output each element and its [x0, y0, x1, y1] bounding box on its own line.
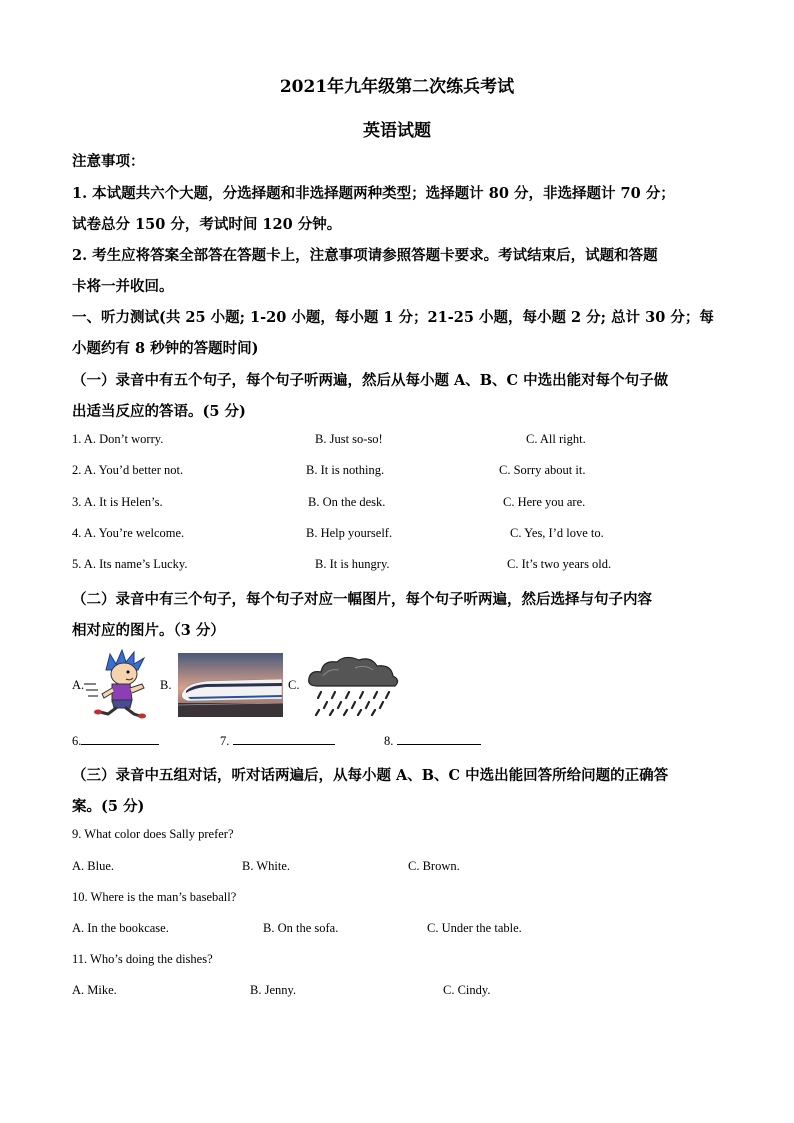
- section2-instruction-line-1: （二）录音中有三个句子，每个句子对应一幅图片，每个句子听两遍，然后选择与句子内容: [72, 591, 652, 608]
- notice-heading: 注意事项：: [72, 153, 145, 170]
- option-a: 1. A. Don’t worry.: [72, 432, 164, 446]
- option-b: B. Help yourself.: [306, 526, 393, 540]
- picture-c-label: C.: [288, 678, 300, 692]
- part1-instruction-line-1: 一、听力测试(共 25 小题; 1-20 小题，每小题 1 分；21-25 小题，每小题 2 分; 总计 30 分；每: [72, 309, 714, 326]
- option-a: 2. A. You’d better not.: [72, 463, 184, 477]
- underline: [233, 733, 335, 745]
- blank-number: 6.: [72, 734, 82, 748]
- section1-instruction-line-1: （一）录音中有五个句子，每个句子听两遍，然后从每小题 A、B、C 中选出能对每个句子做: [72, 372, 669, 389]
- option-a: A. Mike.: [72, 983, 117, 997]
- section2-instruction-line-2: 相对应的图片。（3 分）: [72, 622, 225, 639]
- answer-blank-6[interactable]: [72, 733, 159, 749]
- option-a: A. In the bookcase.: [72, 921, 169, 935]
- option-a: A. Blue.: [72, 859, 115, 873]
- section3-instruction-line-1: （三）录音中五组对话，听对话两遍后，从每小题 A、B、C 中选出能回答所给问题的正确答: [72, 767, 669, 784]
- option-c: C. All right.: [526, 432, 586, 446]
- page-title: 2021年九年级第二次练兵考试: [279, 77, 515, 97]
- answer-blank-7[interactable]: [220, 733, 335, 749]
- option-b: B. Jenny.: [250, 983, 297, 997]
- rain-cloud-picture: [305, 654, 401, 716]
- option-b: B. Just so-so!: [315, 432, 383, 446]
- question-text: 10. Where is the man’s baseball?: [72, 890, 237, 904]
- option-c: C. Sorry about it.: [499, 463, 586, 477]
- bullet-train-picture: [178, 653, 283, 717]
- question-text: 11. Who’s doing the dishes?: [72, 952, 213, 966]
- part1-instruction-line-2: 小题约有 8 秒钟的答题时间): [72, 340, 259, 357]
- answer-blank-8[interactable]: [384, 733, 481, 749]
- running-boy-picture: [82, 648, 156, 720]
- notice-item-1-line-1: 1. 本试题共六个大题，分选择题和非选择题两种类型；选择题计 80 分，非选择题计 70 分；: [72, 185, 675, 202]
- option-c: C. Yes, I’d love to.: [510, 526, 604, 540]
- option-a: 3. A. It is Helen’s.: [72, 495, 163, 509]
- option-b: B. On the desk.: [308, 495, 386, 509]
- option-c: C. Here you are.: [503, 495, 586, 509]
- question-text: 9. What color does Sally prefer?: [72, 827, 234, 841]
- underline: [397, 733, 481, 745]
- blank-number: 8.: [384, 734, 394, 748]
- option-b: B. On the sofa.: [263, 921, 339, 935]
- underline: [81, 733, 159, 745]
- picture-a-label: A.: [72, 678, 85, 692]
- page-subtitle: 英语试题: [363, 121, 431, 141]
- picture-b-label: B.: [160, 678, 172, 692]
- blank-number: 7.: [220, 734, 230, 748]
- option-a: 5. A. Its name’s Lucky.: [72, 557, 188, 571]
- notice-item-1-line-2: 试卷总分 150 分，考试时间 120 分钟。: [72, 216, 342, 233]
- notice-item-2-line-1: 2. 考生应将答案全部答在答题卡上，注意事项请参照答题卡要求。考试结束后，试题和答题: [72, 247, 658, 264]
- option-b: B. It is hungry.: [315, 557, 390, 571]
- option-c: C. Brown.: [408, 859, 460, 873]
- option-a: 4. A. You’re welcome.: [72, 526, 185, 540]
- section3-instruction-line-2: 案。(5 分): [72, 798, 145, 815]
- option-b: B. It is nothing.: [306, 463, 385, 477]
- option-c: C. Cindy.: [443, 983, 491, 997]
- notice-item-2-line-2: 卡将一并收回。: [72, 278, 174, 295]
- option-b: B. White.: [242, 859, 291, 873]
- section1-instruction-line-2: 出适当反应的答语。(5 分): [72, 403, 246, 420]
- option-c: C. It’s two years old.: [507, 557, 612, 571]
- option-c: C. Under the table.: [427, 921, 522, 935]
